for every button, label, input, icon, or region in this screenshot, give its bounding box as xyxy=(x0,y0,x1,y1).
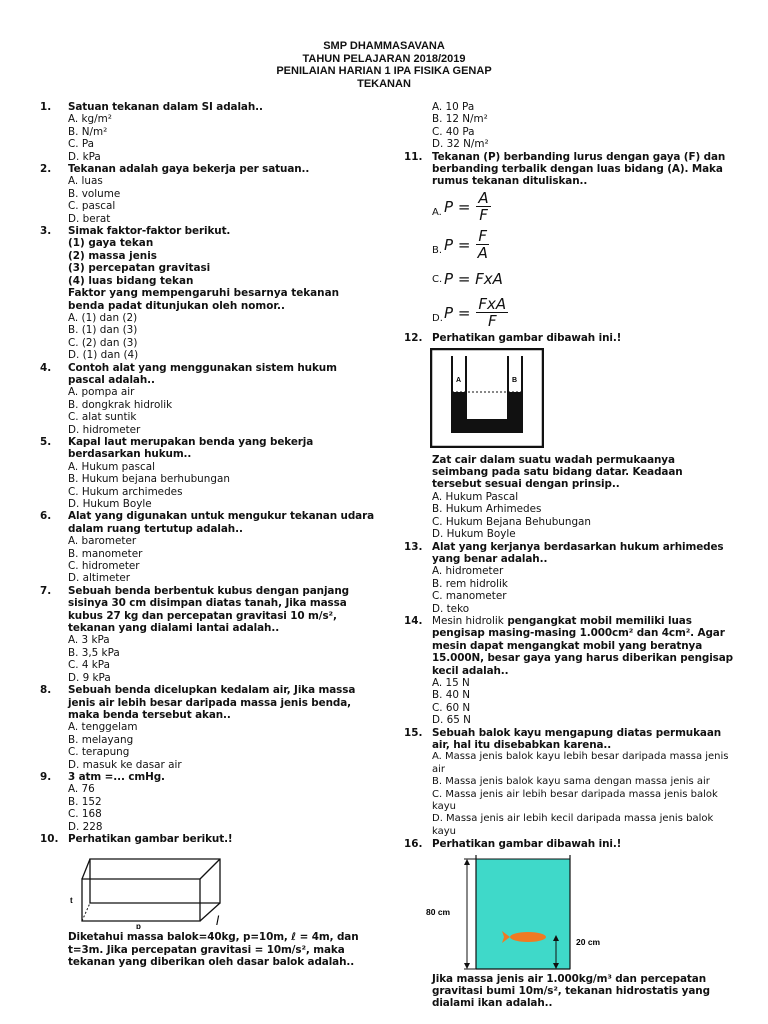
question-text: 3 atm =... cmHg. xyxy=(68,770,165,783)
option-d[interactable]: D. masuk ke dasar air xyxy=(68,758,182,771)
option-b[interactable]: B. manometer xyxy=(68,547,143,560)
label-b: B xyxy=(512,377,518,385)
question-text-2: Zat cair dalam suatu wadah permukaanya seimbang pada satu bidang datar. Keadaan tersebut sesuai dengan prinsip.. xyxy=(432,453,683,491)
option-b[interactable]: B. 3,5 kPa xyxy=(68,646,120,659)
document-header xyxy=(0,40,768,90)
option-a[interactable]: A. 15 N xyxy=(432,676,470,689)
option-c[interactable]: C. alat suntik xyxy=(68,411,137,424)
option-c[interactable]: C. Hukum archimedes xyxy=(68,485,183,498)
option-d[interactable]: D. teko xyxy=(432,602,470,615)
question-number: 7. xyxy=(40,584,52,597)
option-c[interactable]: C. hidrometer xyxy=(68,560,140,573)
question-number: 9. xyxy=(40,770,52,783)
academic-year: TAHUN PELAJARAN 2018/2019 xyxy=(302,52,466,65)
option-b[interactable]: B. (1) dan (3) xyxy=(68,324,138,337)
option-a[interactable]: A. pompa air xyxy=(68,386,135,399)
question-number: 10. xyxy=(40,832,59,845)
option-b[interactable]: B. Massa jenis balok kayu sama dengan massa jenis air xyxy=(432,776,710,788)
option-c[interactable]: C. 4 kPa xyxy=(68,659,110,672)
option-c[interactable]: C. P = FxA xyxy=(432,269,503,288)
option-a[interactable]: A. 10 Pa xyxy=(432,101,475,113)
question-number: 6. xyxy=(40,510,52,523)
question-text: Perhatikan gambar dibawah ini.! xyxy=(432,331,622,344)
option-d[interactable]: D. altimeter xyxy=(68,572,131,585)
question-text: Kapal laut merupakan benda yang bekerja berdasarkan hukum.. xyxy=(68,435,314,461)
question-text: Tekanan adalah gaya bekerja per satuan.. xyxy=(68,163,310,176)
option-a[interactable]: A. P = $\frac{A}{F}$ xyxy=(432,189,489,225)
option-a[interactable]: A. luas xyxy=(68,175,103,188)
option-b[interactable]: B. P = $\frac{F}{A}$ xyxy=(432,227,488,263)
label-20cm: 20 cm xyxy=(576,936,601,947)
option-d[interactable]: D. 65 N xyxy=(432,714,471,727)
option-b[interactable]: B. 40 N xyxy=(432,689,471,702)
u-tube-figure xyxy=(430,348,734,451)
option-a[interactable]: A. Massa jenis balok kayu lebih besar daripada massa jenis air xyxy=(432,751,729,775)
question-2 xyxy=(40,163,375,225)
option-c[interactable]: C. Hukum Bejana Behubungan xyxy=(432,515,592,528)
option-b[interactable]: B. 12 N/m² xyxy=(432,113,488,126)
option-b[interactable]: B. dongkrak hidrolik xyxy=(68,398,173,411)
label-p: p xyxy=(136,922,141,930)
question-15: 15. Sebuah balok kayu mengapung diatas permukaan air, hal itu disebabkan karena.. A. Massa jenis balok kayu lebih besar daripada massa jenis air B. Massa jenis balok kayu sama dengan massa jenis air C. Massa jenis air lebih besar daripada massa jenis balok kayu D. Massa jenis air lebih kecil daripada massa jenis balok kayu xyxy=(404,727,734,839)
option-a[interactable]: A. barometer xyxy=(68,535,137,548)
question-subitem: (1) gaya tekan xyxy=(68,237,154,250)
school-name: SMP DHAMMASAVANA xyxy=(323,40,445,52)
option-c[interactable]: C. Pa xyxy=(68,138,95,151)
exam-title: PENILAIAN HARIAN 1 IPA FISIKA GENAP xyxy=(276,65,492,77)
option-a[interactable]: A. (1) dan (2) xyxy=(68,311,138,324)
question-subitem: (2) massa jenis xyxy=(68,249,157,262)
question-number: 4. xyxy=(40,361,52,374)
option-b[interactable]: B. melayang xyxy=(68,733,134,746)
option-b[interactable]: B. N/m² xyxy=(68,125,108,138)
option-a[interactable]: A. Hukum Pascal xyxy=(432,490,519,503)
question-5 xyxy=(40,436,375,510)
question-6 xyxy=(40,510,375,584)
exam-topic: TEKANAN xyxy=(357,77,411,90)
option-b[interactable]: B. Hukum Arhimedes xyxy=(432,503,542,516)
question-subitem: (4) luas bidang tekan xyxy=(68,274,194,287)
option-c[interactable]: C. (2) dan (3) xyxy=(68,336,138,349)
question-8 xyxy=(40,684,375,771)
question-text: Sebuah benda berbentuk kubus dengan panjang sisinya 30 cm disimpan diatas tanah, Jika massa kubus 27 kg dan percepatan gravitasi 10 m/s², tekanan yang dialami lantai adalah.. xyxy=(68,584,349,635)
question-text: Perhatikan gambar berikut.! xyxy=(68,832,233,845)
question-subitem: (3) percepatan gravitasi xyxy=(68,262,211,275)
water-tank-diagram xyxy=(426,855,616,973)
q16-text: Jika massa jenis air 1.000kg/m³ dan percepatan gravitasi bumi 10m/s², tekanan hidrostatis yang dialami ikan adalah.. xyxy=(432,972,710,1010)
question-number: 2. xyxy=(40,163,52,176)
question-text: Mesin hidrolik pengangkat mobil memiliki luas pengisap masing-masing 1.000cm² dan 4cm². Agar mesin dapat mengangkat mobil yang beratnya 15.000N, besar gaya yang harus diberikan pengisap kecil adalah.. xyxy=(432,614,734,677)
question-3 xyxy=(40,225,375,361)
option-c[interactable]: C. terapung xyxy=(68,746,130,759)
option-d[interactable]: D. Massa jenis air lebih kecil daripada massa jenis balok kayu xyxy=(432,813,714,837)
option-c[interactable]: C. 40 Pa xyxy=(432,125,475,138)
question-12: 12. Perhatikan gambar dibawah ini.! A B Zat cair dalam suatu wadah permukaanya seimbang pada satu bidang datar. Keadaan tersebut sesuai dengan prinsip.. A. Hukum Pascal B. Hukum Arhimedes C. Hukum Bejana Behubungan D. Hukum Boyle xyxy=(404,332,734,541)
question-13: 13. Alat yang kerjanya berdasarkan hukum arhimedes yang benar adalah.. A. hidrometer B. rem hidrolik C. manometer D. teko xyxy=(404,541,734,615)
option-d[interactable]: D. Hukum Boyle xyxy=(68,498,152,510)
option-a[interactable]: A. Hukum pascal xyxy=(68,460,155,473)
question-subitem: Faktor yang mempengaruhi besarnya tekanan benda padat ditunjukan oleh nomor.. xyxy=(68,287,339,312)
question-text: Tekanan (P) berbanding lurus dengan gaya (F) dan berbanding terbalik dengan luas bidang (A). Maka rumus tekanan dituliskan.. xyxy=(432,150,726,188)
question-text: Alat yang digunakan untuk mengukur tekanan udara dalam ruang tertutup adalah.. xyxy=(68,510,375,535)
option-c[interactable]: C. Massa jenis air lebih besar daripada massa jenis balok kayu xyxy=(432,788,718,813)
option-b[interactable]: B. 152 xyxy=(68,795,102,808)
question-text: Sebuah balok kayu mengapung diatas permukaan air, hal itu disebabkan karena.. xyxy=(432,726,722,751)
option-d[interactable]: D. Hukum Boyle xyxy=(432,528,516,541)
question-11 xyxy=(404,151,734,332)
question-text: Satuan tekanan dalam SI adalah.. xyxy=(68,101,263,113)
label-l: l xyxy=(216,913,219,929)
question-number: 3. xyxy=(40,225,52,238)
option-c[interactable]: C. pascal xyxy=(68,200,116,213)
tank-figure xyxy=(426,855,734,973)
question-text: Contoh alat yang menggunakan sistem hukum pascal adalah.. xyxy=(68,361,337,386)
option-d[interactable]: D. hidrometer xyxy=(68,423,141,436)
left-column xyxy=(40,101,375,969)
question-1 xyxy=(40,101,375,163)
option-d[interactable]: D. P = $\frac{\text{FxA}}{F}$ xyxy=(432,295,507,331)
question-number: 5. xyxy=(40,435,52,448)
option-c[interactable]: C. manometer xyxy=(432,590,507,603)
question-7 xyxy=(40,585,375,684)
question-text: Simak faktor-faktor berikut. xyxy=(68,225,231,238)
option-a[interactable]: A. 76 xyxy=(68,783,95,796)
option-d[interactable]: D. 32 N/m² xyxy=(432,138,489,151)
option-d[interactable]: D. 9 kPa xyxy=(68,671,111,684)
u-tube-diagram xyxy=(430,348,544,448)
option-a[interactable]: A. kg/m² xyxy=(68,113,112,126)
question-10 xyxy=(40,833,375,845)
question-16: 16. Perhatikan gambar dibawah ini.! xyxy=(404,838,734,850)
question-14: 14. Mesin hidrolik pengangkat mobil memiliki luas pengisap masing-masing 1.000cm² dan 4cm². Agar mesin dapat mengangkat mobil yang beratnya 15.000N, besar gaya yang harus diberikan pengisap kecil adalah.. A. 15 N B. 40 N C. 60 N D. 65 N xyxy=(404,614,734,727)
option-d[interactable]: D. (1) dan (4) xyxy=(68,349,139,362)
label-80cm: 80 cm xyxy=(426,906,451,917)
question-9 xyxy=(40,771,375,833)
box-diagram xyxy=(68,851,238,929)
option-b[interactable]: B. rem hidrolik xyxy=(432,577,508,590)
option-d[interactable]: D. kPa xyxy=(68,150,101,163)
q10-options xyxy=(432,101,734,151)
option-b[interactable]: B. volume xyxy=(68,187,121,200)
question-text: Perhatikan gambar dibawah ini.! xyxy=(432,838,622,851)
question-text: Sebuah benda dicelupkan kedalam air, Jika massa jenis air lebih besar daripada massa jenis benda, maka benda tersebut akan.. xyxy=(68,684,356,721)
option-d[interactable]: D. berat xyxy=(68,212,111,225)
option-a[interactable]: A. 3 kPa xyxy=(68,634,110,647)
question-text: Alat yang kerjanya berdasarkan hukum arhimedes yang benar adalah.. xyxy=(432,540,724,565)
label-t: t xyxy=(70,896,73,906)
right-column xyxy=(404,101,734,1010)
question-4 xyxy=(40,362,375,436)
question-number: 1. xyxy=(40,101,52,113)
label-a: A xyxy=(456,377,462,385)
question-number: 8. xyxy=(40,684,52,697)
option-a[interactable]: A. tenggelam xyxy=(68,721,138,734)
option-b[interactable]: B. Hukum bejana berhubungan xyxy=(68,473,230,486)
option-d[interactable]: D. 228 xyxy=(68,820,103,833)
option-c[interactable]: C. 60 N xyxy=(432,701,471,714)
q10-text: Diketahui massa balok=40kg, p=10m, ℓ = 4m, dan t=3m. Jika percepatan gravitasi = 10m/s², maka tekanan yang diberikan oleh dasar balok adalah.. xyxy=(68,931,359,969)
option-a[interactable]: A. hidrometer xyxy=(432,565,504,578)
option-c[interactable]: C. 168 xyxy=(68,808,102,821)
q10-figure xyxy=(68,851,375,929)
question-number: 11. xyxy=(404,150,423,163)
